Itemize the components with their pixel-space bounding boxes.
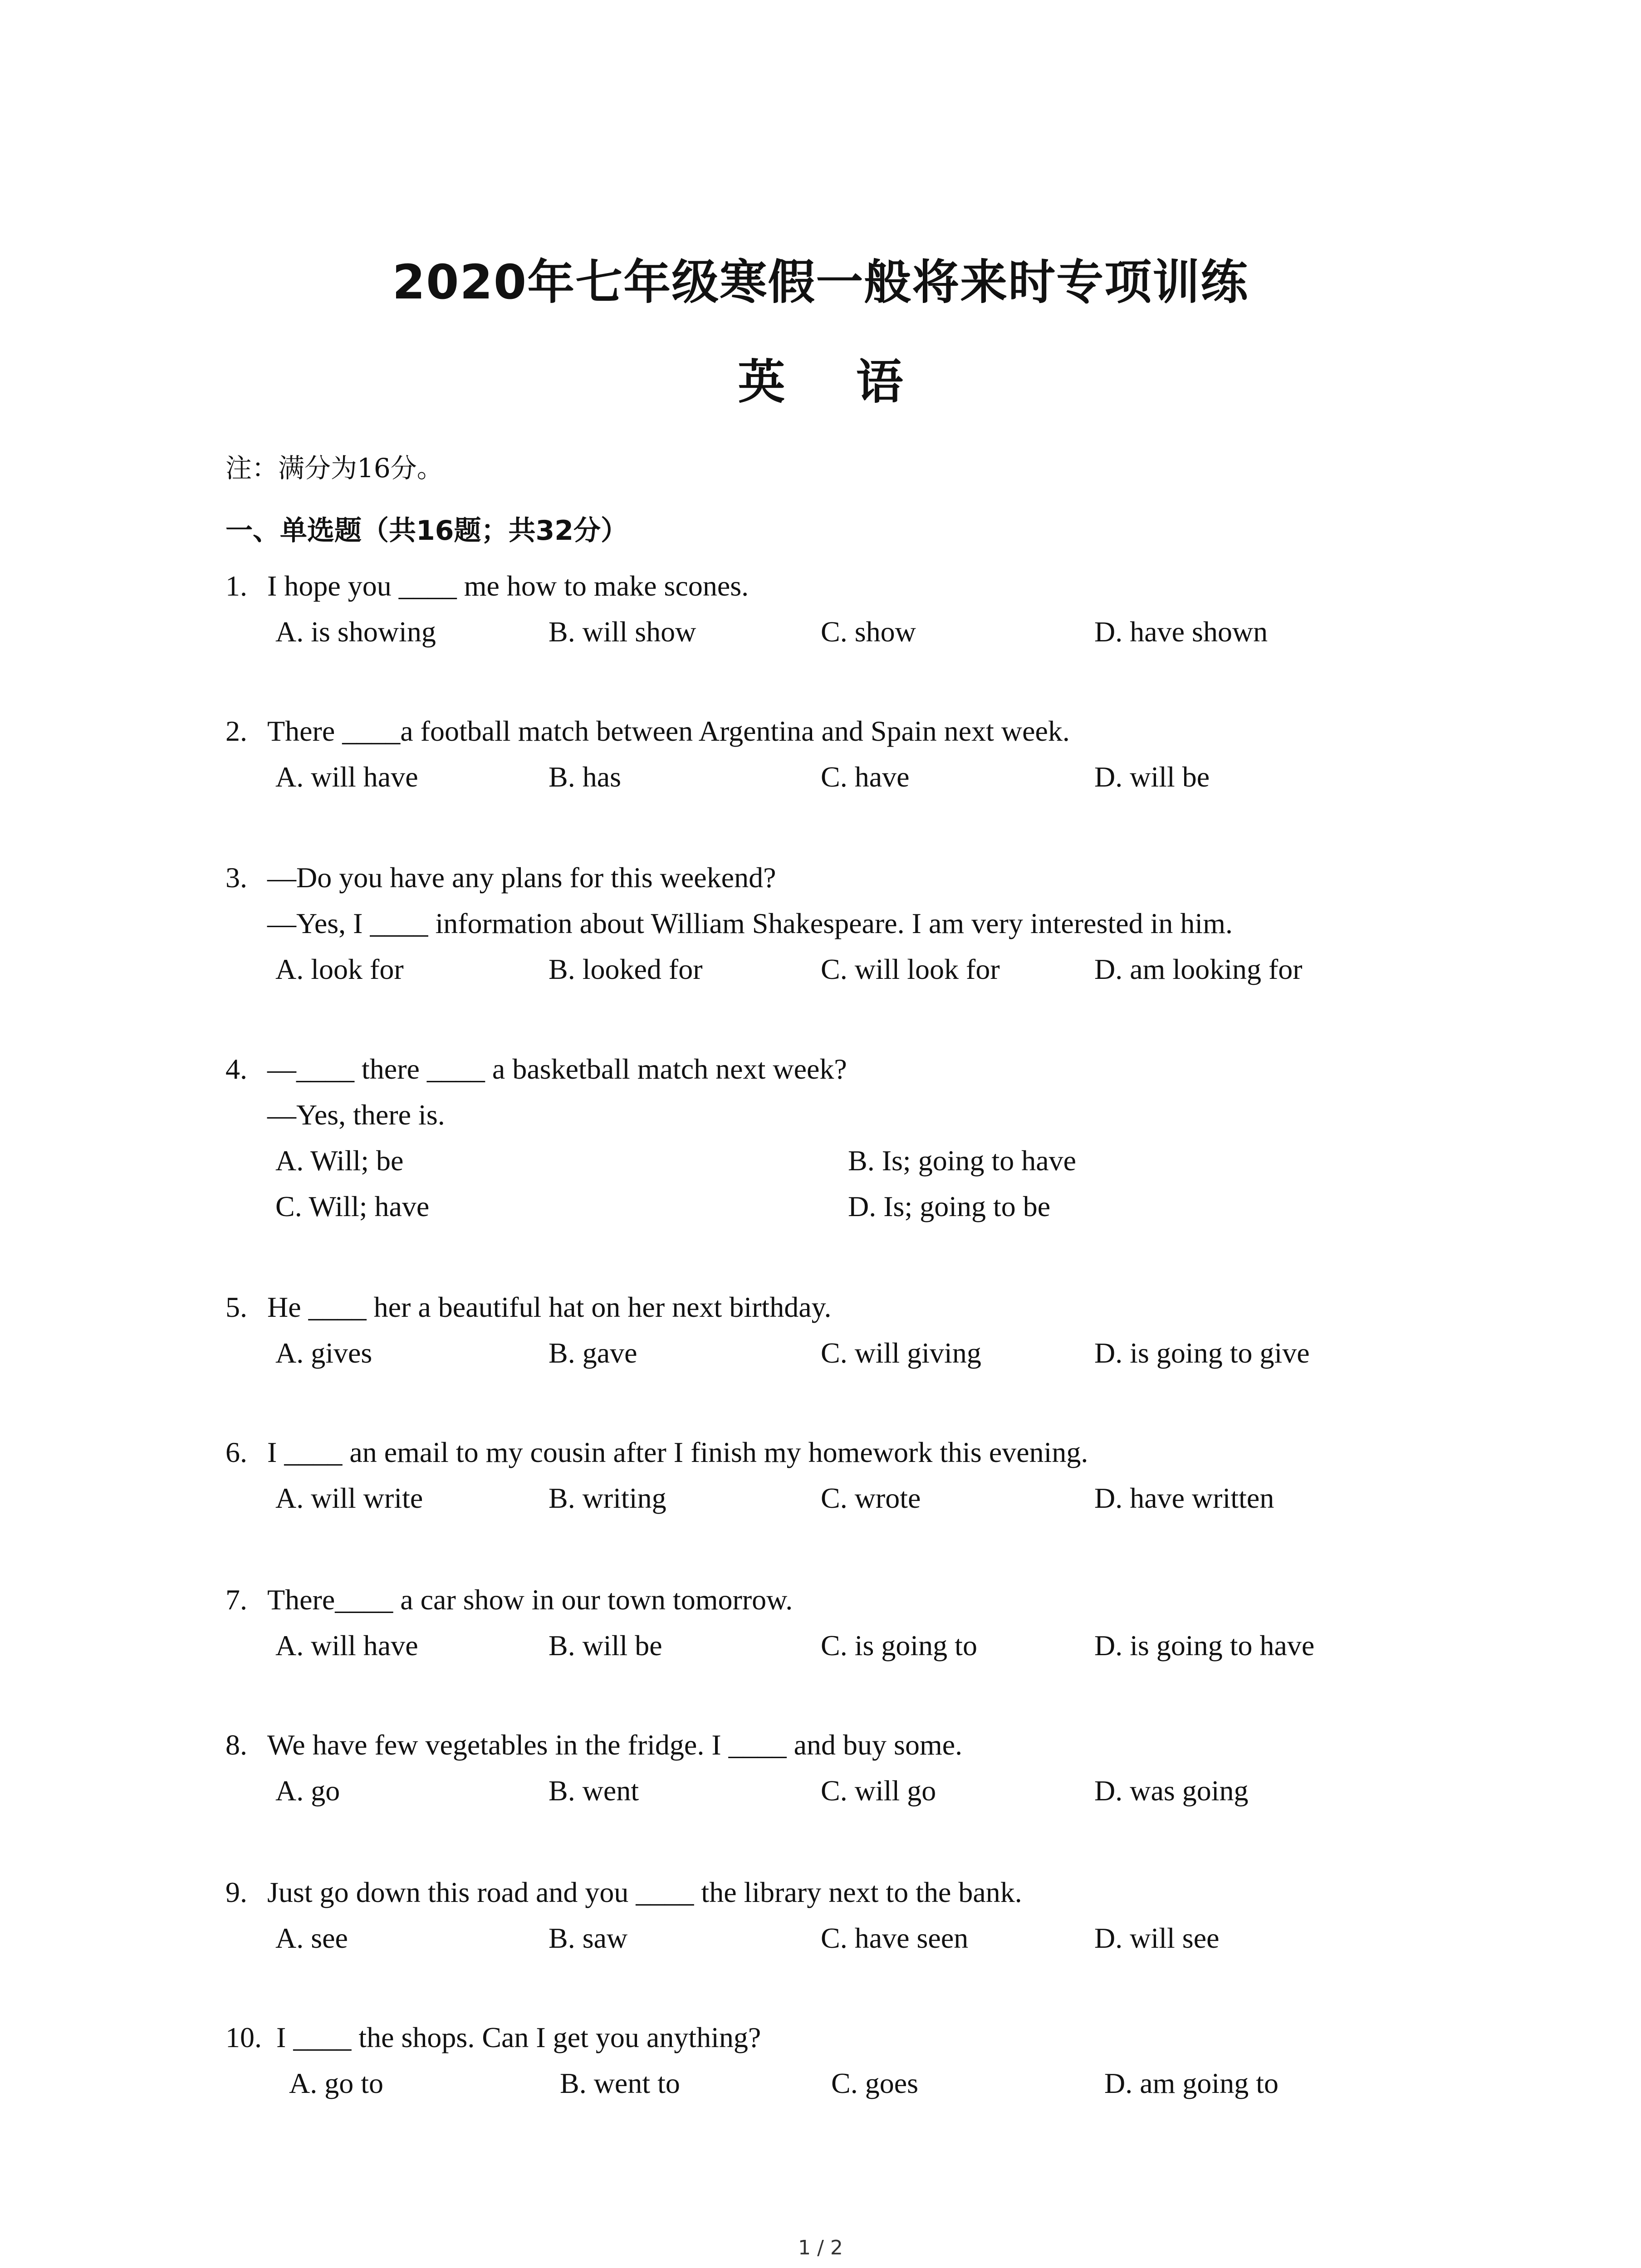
answer-option[interactable]: C. is going to: [821, 1629, 977, 1662]
answer-option[interactable]: D. Is; going to be: [848, 1190, 1051, 1222]
question-number: 6.: [225, 1436, 247, 1468]
question-number: 3.: [225, 861, 247, 894]
question-stem: He ____ her a beautiful hat on her next birthday.: [267, 1291, 832, 1323]
answer-option[interactable]: D. have shown: [1094, 616, 1268, 648]
answer-option[interactable]: A. gives: [275, 1337, 372, 1369]
question-stem: I hope you ____ me how to make scones.: [267, 570, 749, 602]
answer-option[interactable]: B. looked for: [549, 953, 703, 985]
score-note: 注：满分为16分。: [225, 453, 443, 484]
answer-option[interactable]: C. show: [821, 616, 916, 648]
question-number: 8.: [225, 1729, 247, 1761]
question-stem: Just go down this road and you ____ the library next to the bank.: [267, 1876, 1022, 1908]
section-heading: 一、单选题（共16题；共32分）: [225, 515, 628, 547]
question-stem: I ____ an email to my cousin after I finish my homework this evening.: [267, 1436, 1088, 1468]
answer-option[interactable]: C. wrote: [821, 1482, 921, 1514]
answer-option[interactable]: A. Will; be: [275, 1144, 404, 1177]
answer-option[interactable]: D. am looking for: [1094, 953, 1303, 985]
exam-subject: 英 语: [738, 354, 931, 410]
answer-option[interactable]: B. will be: [549, 1629, 662, 1662]
question-number: 1.: [225, 570, 247, 602]
answer-option[interactable]: B. gave: [549, 1337, 637, 1369]
question-number: 5.: [225, 1291, 247, 1323]
question-number: 4.: [225, 1053, 247, 1085]
question-stem: There____ a car show in our town tomorrow.: [267, 1584, 793, 1616]
answer-option[interactable]: A. go to: [289, 2067, 383, 2099]
question-stem: We have few vegetables in the fridge. I ____ and buy some.: [267, 1729, 963, 1761]
answer-option[interactable]: A. see: [275, 1922, 348, 1954]
page-number: 1 / 2: [798, 2236, 843, 2259]
answer-option[interactable]: D. is going to give: [1094, 1337, 1310, 1369]
answer-option[interactable]: C. will look for: [821, 953, 1000, 985]
answer-option[interactable]: C. have seen: [821, 1922, 969, 1954]
question-number: 9.: [225, 1876, 247, 1908]
answer-option[interactable]: A. will have: [275, 761, 418, 793]
answer-option[interactable]: C. will giving: [821, 1337, 981, 1369]
answer-option[interactable]: C. goes: [831, 2067, 918, 2099]
answer-option[interactable]: D. will see: [1094, 1922, 1220, 1954]
answer-option[interactable]: A. will have: [275, 1629, 418, 1662]
question-stem: —____ there ____ a basketball match next week?: [267, 1053, 847, 1085]
question-stem: —Yes, there is.: [267, 1099, 445, 1131]
question-stem: —Do you have any plans for this weekend?: [267, 861, 776, 894]
answer-option[interactable]: B. went: [549, 1774, 639, 1807]
answer-option[interactable]: B. will show: [549, 616, 696, 648]
answer-option[interactable]: B. has: [549, 761, 621, 793]
answer-option[interactable]: C. will go: [821, 1774, 936, 1807]
answer-option[interactable]: A. is showing: [275, 616, 436, 648]
question-number: 7.: [225, 1584, 247, 1616]
answer-option[interactable]: B. saw: [549, 1922, 628, 1954]
answer-option[interactable]: C. Will; have: [275, 1190, 430, 1222]
answer-option[interactable]: A. will write: [275, 1482, 423, 1514]
answer-option[interactable]: C. have: [821, 761, 910, 793]
answer-option[interactable]: D. was going: [1094, 1774, 1249, 1807]
answer-option[interactable]: A. go: [275, 1774, 340, 1807]
question-stem: I ____ the shops. Can I get you anything?: [276, 2021, 761, 2053]
answer-option[interactable]: D. will be: [1094, 761, 1210, 793]
answer-option[interactable]: D. is going to have: [1094, 1629, 1315, 1662]
answer-option[interactable]: B. Is; going to have: [848, 1144, 1077, 1177]
question-number: 10.: [225, 2021, 262, 2053]
exam-title: 2020年七年级寒假一般将来时专项训练: [392, 254, 1249, 310]
answer-option[interactable]: B. writing: [549, 1482, 666, 1514]
question-stem: There ____a football match between Argentina and Spain next week.: [267, 715, 1070, 747]
question-number: 2.: [225, 715, 247, 747]
answer-option[interactable]: D. am going to: [1104, 2067, 1279, 2099]
answer-option[interactable]: B. went to: [560, 2067, 680, 2099]
answer-option[interactable]: D. have written: [1094, 1482, 1274, 1514]
answer-option[interactable]: A. look for: [275, 953, 404, 985]
question-stem: —Yes, I ____ information about William Shakespeare. I am very interested in him.: [267, 907, 1233, 939]
